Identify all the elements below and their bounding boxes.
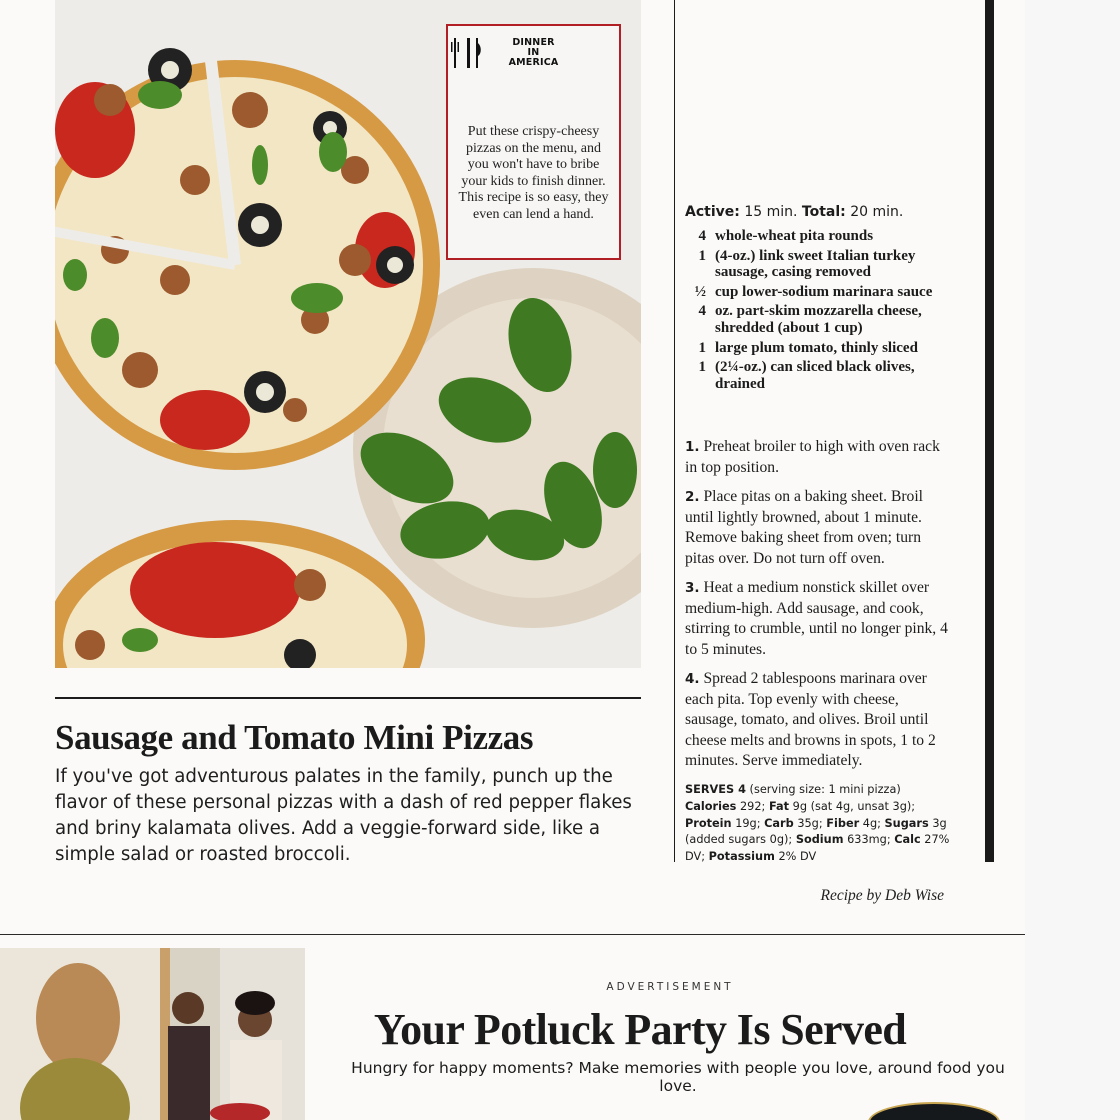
pizza-photo — [55, 0, 641, 668]
calories-label: Calories — [685, 799, 737, 813]
ingredient-text: oz. part-skim mozzarella cheese, shredded (about 1 cup) — [715, 303, 922, 336]
step-text: Preheat broiler to high with oven rack in top position. — [685, 438, 940, 476]
potassium-value: 2% DV — [778, 850, 817, 864]
logo-line-3: AMERICA — [508, 57, 559, 68]
calories-value: 292; — [739, 799, 766, 813]
ingredient-text: whole-wheat pita rounds — [715, 228, 874, 244]
carb-value: 35g; — [797, 816, 823, 830]
active-label: Active: — [685, 204, 740, 220]
ad-headline: Your Potluck Party Is Served — [373, 1005, 907, 1054]
protein-label: Protein — [685, 816, 732, 830]
ingredient-qty: 1 — [698, 359, 706, 376]
total-value: 20 min. — [850, 204, 904, 220]
ad-subhead: Hungry for happy moments? Make memories with people you love, around food you love. — [351, 1059, 1005, 1095]
party-people-illustration — [0, 948, 305, 1120]
recipe-times — [685, 204, 903, 220]
recipe-byline: Recipe by Deb Wise — [820, 887, 944, 904]
nutrition-facts — [685, 782, 950, 866]
fiber-value: 4g; — [862, 816, 881, 830]
step-text: Place pitas on a baking sheet. Broil until lightly browned, about 1 minute. Remove baking sheet from oven; turn pitas over. Do not turn off oven. — [685, 488, 923, 567]
ingredient-text: (4-oz.) link sweet Italian turkey sausage, casing removed — [715, 247, 916, 281]
carb-label: Carb — [764, 816, 794, 830]
cutlery-icon-bottom — [448, 38, 488, 52]
title-rule — [55, 697, 641, 699]
ad-divider — [0, 934, 1025, 935]
ingredient-text: cup lower-sodium marinara sauce — [715, 283, 933, 300]
sugars-label: Sugars — [884, 816, 929, 830]
ingredient-qty: 1 — [698, 339, 706, 356]
recipe-title: Sausage and Tomato Mini Pizzas — [55, 718, 534, 757]
protein-value: 19g; — [735, 816, 761, 830]
ingredient-item — [685, 359, 950, 392]
ingredient-qty: 4 — [698, 303, 706, 320]
step-text: Heat a medium nonstick skillet over medium-high. Add sausage, and cook, stirring to crumble, until no longer pink, 4 to 5 minutes. — [685, 579, 948, 658]
dinner-in-america-logo — [448, 38, 619, 68]
serves-label: SERVES 4 — [685, 783, 746, 796]
step — [685, 669, 950, 772]
ad-brand-badge — [868, 1102, 1000, 1120]
ingredient-qty: 4 — [698, 228, 706, 244]
step — [685, 437, 950, 478]
step-number: 4. — [685, 671, 700, 687]
sodium-value: 633mg; — [847, 833, 891, 847]
callout-text: Put these crispy-cheesy pizzas on the menu, and you won't have to bribe your kids to finish dinner. This recipe is so easy, they even can lend a hand. — [458, 124, 609, 222]
step-number: 2. — [685, 489, 700, 505]
column-divider — [674, 0, 675, 862]
recipe-intro: If you've got adventurous palates in the family, punch up the flavor of these personal pizzas with a dash of red pepper flakes and briny kalamata olives. Add a veggie-forward side, like a simple salad or roasted broccoli. — [55, 766, 632, 865]
scan-margin — [1025, 0, 1120, 1120]
recipe-steps — [685, 437, 950, 781]
step-number: 3. — [685, 580, 700, 596]
ad-photo — [0, 948, 305, 1120]
ingredient-item — [685, 303, 950, 336]
step-text: Spread 2 tablespoons marinara over each pita. Top evenly with cheese, sausage, tomato, and olives. Broil until cheese melts and browns in spots, 1 to 2 minutes. Serve immediately. — [685, 670, 936, 769]
step-number: 1. — [685, 439, 700, 455]
step — [685, 487, 950, 569]
sugars-value: 3g (added sugars 0g); — [685, 816, 947, 847]
ingredient-text: (2¼-oz.) can sliced black olives, drained — [715, 359, 915, 392]
logo-line-2: IN — [527, 47, 540, 58]
advertisement-label: ADVERTISEMENT — [606, 981, 734, 993]
ingredient-qty: 1 — [698, 247, 706, 264]
step — [685, 578, 950, 660]
active-value: 15 min. — [744, 204, 798, 220]
sodium-label: Sodium — [795, 833, 844, 847]
calc-value: 27% DV; — [685, 833, 950, 864]
ingredient-text: large plum tomato, thinly sliced — [715, 339, 918, 356]
ingredient-qty: ½ — [694, 283, 706, 300]
ingredient-item — [685, 284, 950, 301]
fiber-label: Fiber — [826, 816, 860, 830]
potassium-label: Potassium — [708, 850, 775, 864]
fat-value: 9g (sat 4g, unsat 3g); — [792, 799, 916, 813]
ingredient-list — [685, 228, 950, 395]
ingredient-item — [685, 248, 950, 281]
dinner-in-america-callout — [446, 24, 621, 260]
serving-size: (serving size: 1 mini pizza) — [749, 783, 901, 796]
logo-line-1: DINNER — [512, 37, 555, 48]
fat-label: Fat — [768, 799, 790, 813]
calc-label: Calc — [894, 833, 921, 847]
ingredient-item — [685, 228, 950, 245]
ingredient-item — [685, 340, 950, 357]
margin-bar — [985, 0, 994, 862]
total-label: Total: — [801, 204, 846, 220]
